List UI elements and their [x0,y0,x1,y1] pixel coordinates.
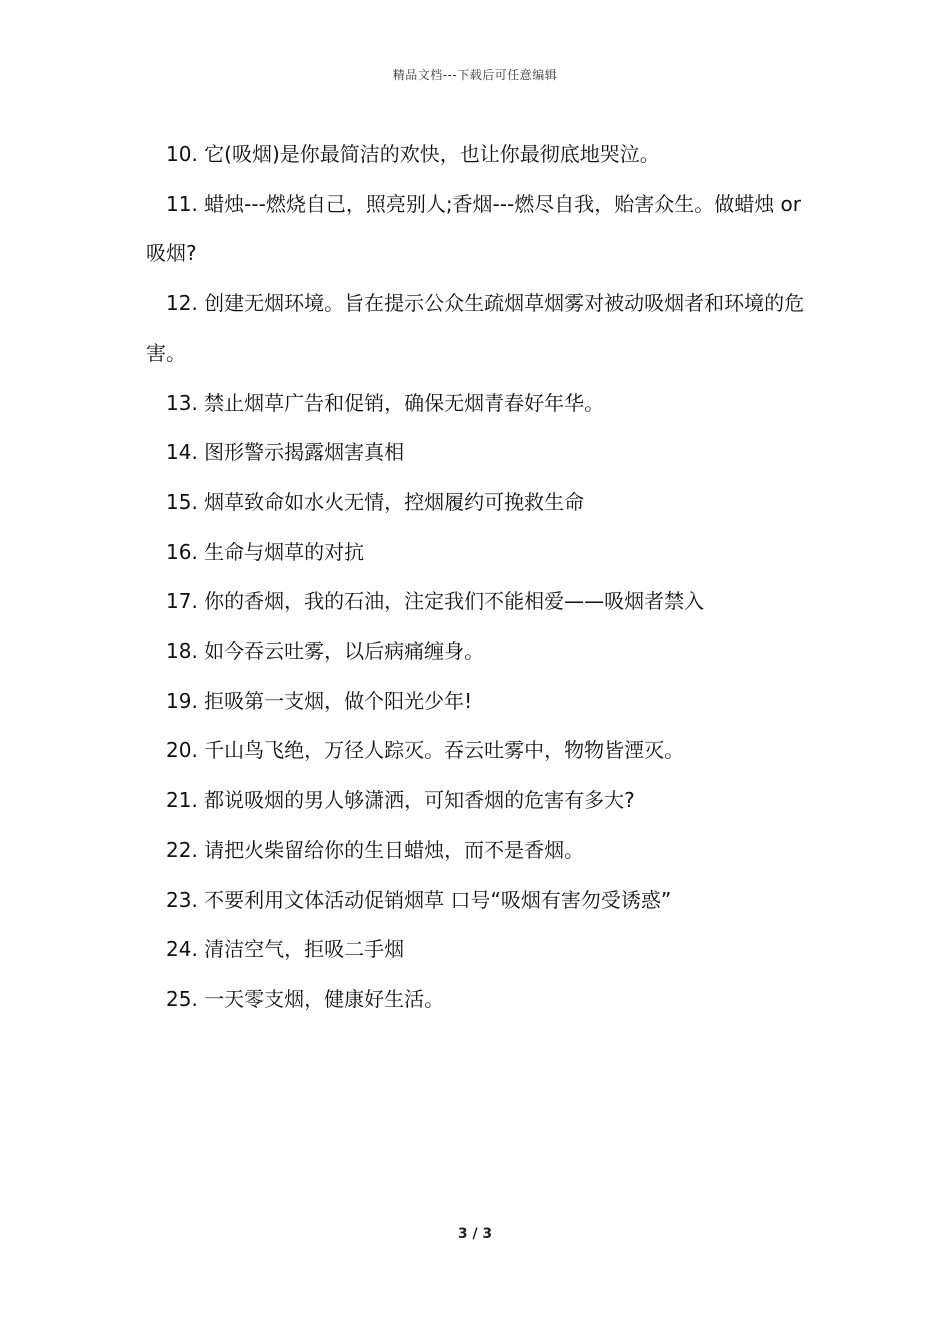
paragraph-12: 12. 创建无烟环境。旨在提示公众生疏烟草烟雾对被动吸烟者和环境的危害。 [146,291,805,365]
paragraph-14: 14. 图形警示揭露烟害真相 [166,440,405,465]
paragraph-23: 23. 不要利用文体活动促销烟草 口号“吸烟有害勿受诱惑” [166,887,672,912]
paragraph-17: 17. 你的香烟，我的石油，注定我们不能相爱——吸烟者禁入 [166,589,705,614]
paragraph-19: 19. 拒吸第一支烟，做个阳光少年! [166,688,473,713]
document-body [146,130,816,1025]
paragraph-16: 16. 生命与烟草的对抗 [166,539,365,564]
paragraph-22: 22. 请把火柴留给你的生日蜡烛，而不是香烟。 [166,837,585,862]
paragraph-13: 13. 禁止烟草广告和促销，确保无烟青春好年华。 [166,390,605,415]
paragraph-15: 15. 烟草致命如水火无情，控烟履约可挽救生命 [166,489,585,514]
paragraph-11: 11. 蜡烛---燃烧自己，照亮别人;香烟---燃尽自我，贻害众生。做蜡烛 or 吸烟? [146,191,802,266]
paragraph-20: 20. 千山鸟飞绝，万径人踪灭。吞云吐雾中，物物皆湮灭。 [166,738,685,763]
page-header: 精品文档---下载后可任意编辑 [392,68,558,82]
page-number: 3 / 3 [457,1226,493,1242]
paragraph-21: 21. 都说吸烟的男人够潇洒，可知香烟的危害有多大? [166,788,635,813]
paragraph-10: 10. 它(吸烟)是你最简洁的欢快，也让你最彻底地哭泣。 [166,142,660,166]
paragraph-24: 24. 清洁空气，拒吸二手烟 [166,937,405,962]
paragraph-18: 18. 如今吞云吐雾，以后病痛缠身。 [166,639,485,664]
paragraph-25: 25. 一天零支烟，健康好生活。 [166,986,445,1011]
